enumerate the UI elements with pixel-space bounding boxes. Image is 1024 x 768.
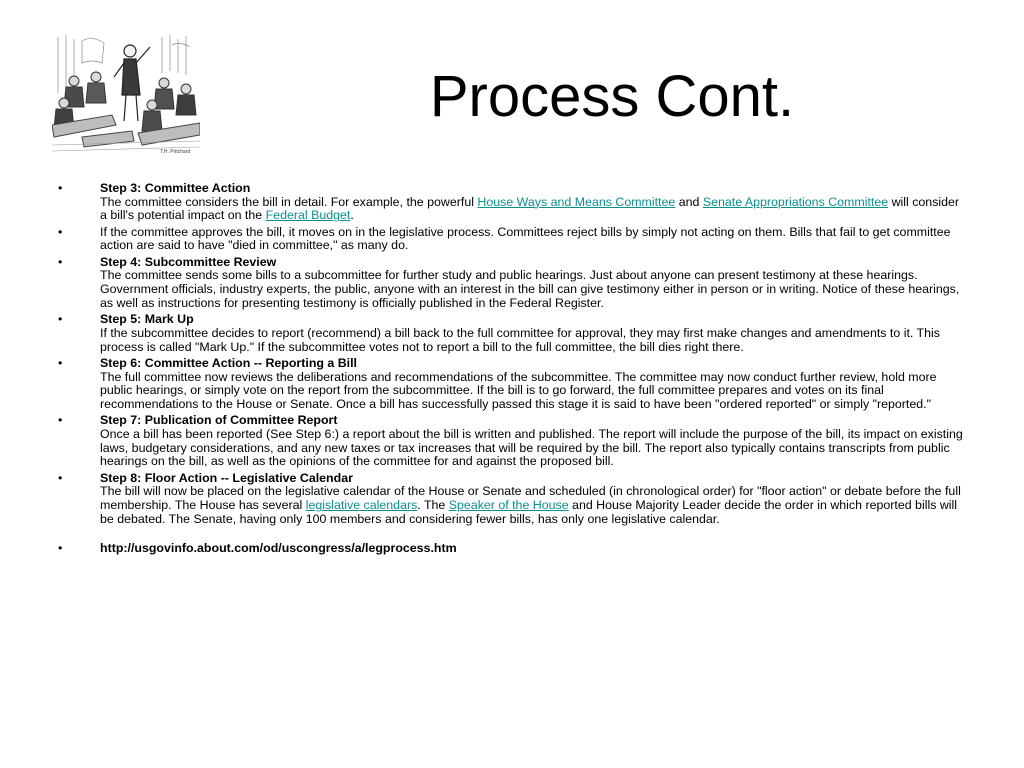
bullet-committee-approval (58, 226, 963, 253)
link-senate-appropriations[interactable]: Senate Appropriations Committee (702, 194, 889, 209)
bullet-text: . (350, 208, 354, 223)
slide-title: Process Cont. (429, 64, 795, 129)
link-speaker-of-the-house[interactable]: Speaker of the House (448, 498, 569, 513)
bullet-text: If the committee approves the bill, it moves on in the legislative process. Committees reject bills by simply not acting on them. Bills that fail to get committee action are said to have "died in committee," as many do. (100, 224, 951, 253)
bullet-text: will consider a bill's potential impact on the (100, 194, 960, 223)
link-legislative-calendars[interactable]: legislative calendars (305, 498, 418, 513)
bullet-step-3 (58, 182, 963, 223)
bullet-icon: • (58, 541, 63, 556)
committee-hearing-illustration (52, 33, 200, 156)
bullet-step-7 (58, 414, 963, 469)
bullet-icon: • (58, 224, 63, 239)
bullet-icon: • (58, 413, 63, 428)
bullet-text: . The (417, 498, 449, 513)
bullet-icon: • (58, 355, 63, 370)
bullet-text: The committee sends some bills to a subcommittee for further study and public hearings. Just about anyone can present testimony at these hearings. Government officials, industry experts, the public, anyone with an interest in the bill can give testimony either in person or in writing. Notice of these hearings, as well as instructions for presenting testimony is officially published in the Federal Register. (100, 268, 960, 310)
bullet-icon: • (58, 312, 63, 327)
bullet-text: The full committee now reviews the deliberations and recommendations of the subcommittee. The committee may now conduct further review, hold more public hearings, or simply vote on the report from the subcommittee. If the bill is to go forward, the full committee prepares and votes on its final recommendations to the House or Senate. Once a bill has successfully passed this stage it is said to have been "ordered reported" or simply "reported." (100, 369, 937, 411)
step-title: Step 7: Publication of Committee Report (100, 413, 338, 428)
step-title: Step 5: Mark Up (100, 312, 194, 327)
bullet-step-6 (58, 357, 963, 412)
illustration-caption: T.H. Pritchard (160, 149, 191, 155)
bullet-list (58, 182, 963, 559)
step-title: Step 6: Committee Action -- Reporting a Bill (100, 355, 358, 370)
link-house-ways-means[interactable]: House Ways and Means Committee (477, 194, 676, 209)
bullet-text: and House Majority Leader decide the order in which reported bills will be debated. The Senate, having only 100 members and considering fewer bills, has only one legislative calendar. (100, 498, 958, 526)
step-title: Step 3: Committee Action (100, 181, 251, 195)
bullet-icon: • (58, 254, 63, 269)
bullet-icon: • (58, 181, 63, 195)
step-title: Step 4: Subcommittee Review (100, 254, 277, 269)
bullet-text: The committee considers the bill in detail. For example, the powerful (100, 194, 478, 209)
bullet-text: The bill will now be placed on the legislative calendar of the House or Senate and scheduled (in chronological order) for "floor action" or debate before the full membership. The House has several (100, 484, 961, 513)
link-federal-budget[interactable]: Federal Budget (265, 208, 351, 223)
bullet-source (58, 542, 963, 556)
step-title: Step 8: Floor Action -- Legislative Calendar (100, 470, 353, 485)
bullet-icon: • (58, 470, 63, 485)
bullet-text: Once a bill has been reported (See Step 6:) a report about the bill is written and published. The report will include the purpose of the bill, its impact on existing laws, budgetary considerations, and any new taxes or tax increases that will be required by the bill. The report also typically contains transcripts from public hearings on the bill, as well as the opinions of the committee for and against the proposed bill. (100, 426, 963, 469)
bullet-step-4 (58, 256, 963, 311)
bullet-step-5 (58, 313, 963, 354)
source-url: http://usgovinfo.about.com/od/uscongress/a/legprocess.htm (100, 541, 457, 556)
bullet-text: If the subcommittee decides to report (recommend) a bill back to the full committee for approval, they may first make changes and amendments to it. This process is called "Mark Up." If the subcommittee votes not to report a bill to the full committee, the bill dies right there. (100, 325, 940, 354)
bullet-text: and (675, 194, 703, 209)
bullet-step-8 (58, 472, 963, 527)
